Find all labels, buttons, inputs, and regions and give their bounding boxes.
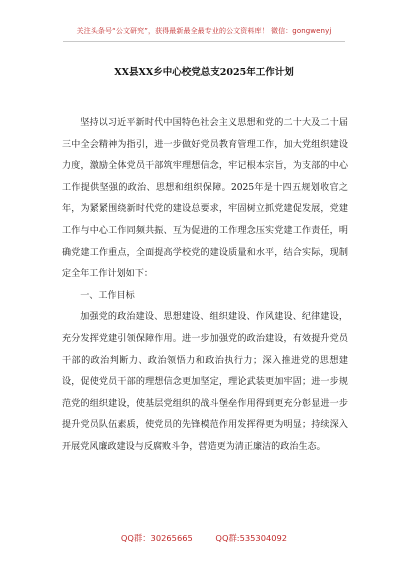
intro-paragraph: 坚持以习近平新时代中国特色社会主义思想和党的二十大及二十届三中全会精神为指引，进一步做好党员教育管理工作，加大党组织建设力度，激励全体党员干部筑牢理想信念，牢记根本宗旨，为支部的中心工作提供坚强的政治、思想和组织保障。2025年是十四五规划收官之年，为紧紧围绕新时代党的建设总要求，牢固树立抓党建促发展，党建工作与中心工作同频共振、互为促进的工作理念压实党建工作责任，明确党建工作重点，全面提高学校党的建设质量和水平，结合实际，现制定全年工作计划如下：	[62, 118, 348, 280]
section-heading-work-goals: 一、工作目标	[80, 290, 135, 301]
document-title: XX县XX乡中心校党总支2025年工作计划	[114, 67, 294, 78]
header-banner: 关注头条号“公文研究”，获得最新最全最专业的公文资料库！ 微信：gongwenyj	[76, 27, 332, 35]
document-body	[62, 113, 348, 459]
header-divider	[63, 41, 345, 42]
footer-qq-group-2: QQ群:535304092	[215, 533, 288, 543]
footer-qq-group-1: QQ群：30265665	[120, 533, 193, 543]
footer-contact	[0, 533, 408, 544]
work-goals-paragraph: 加强党的政治建设、思想建设、组织建设、作风建设、纪律建设，充分发挥党建引领保障作用。进一步加强党的政治建设，有效提升党员干部的政治判断力、政治领悟力和政治执行力；深入推进党的思想建设，促使党员干部的理想信念更加坚定，理论武装更加牢固；进一步规范党的组织建设，使基层党组织的战斗堡垒作用得到更充分彰显进一步提升党员队伍素质，使党员的先锋模范作用发挥得更为明显；持续深入开展党风廉政建设与反腐败斗争，营造更为清正廉洁的政治生态。	[62, 312, 348, 452]
